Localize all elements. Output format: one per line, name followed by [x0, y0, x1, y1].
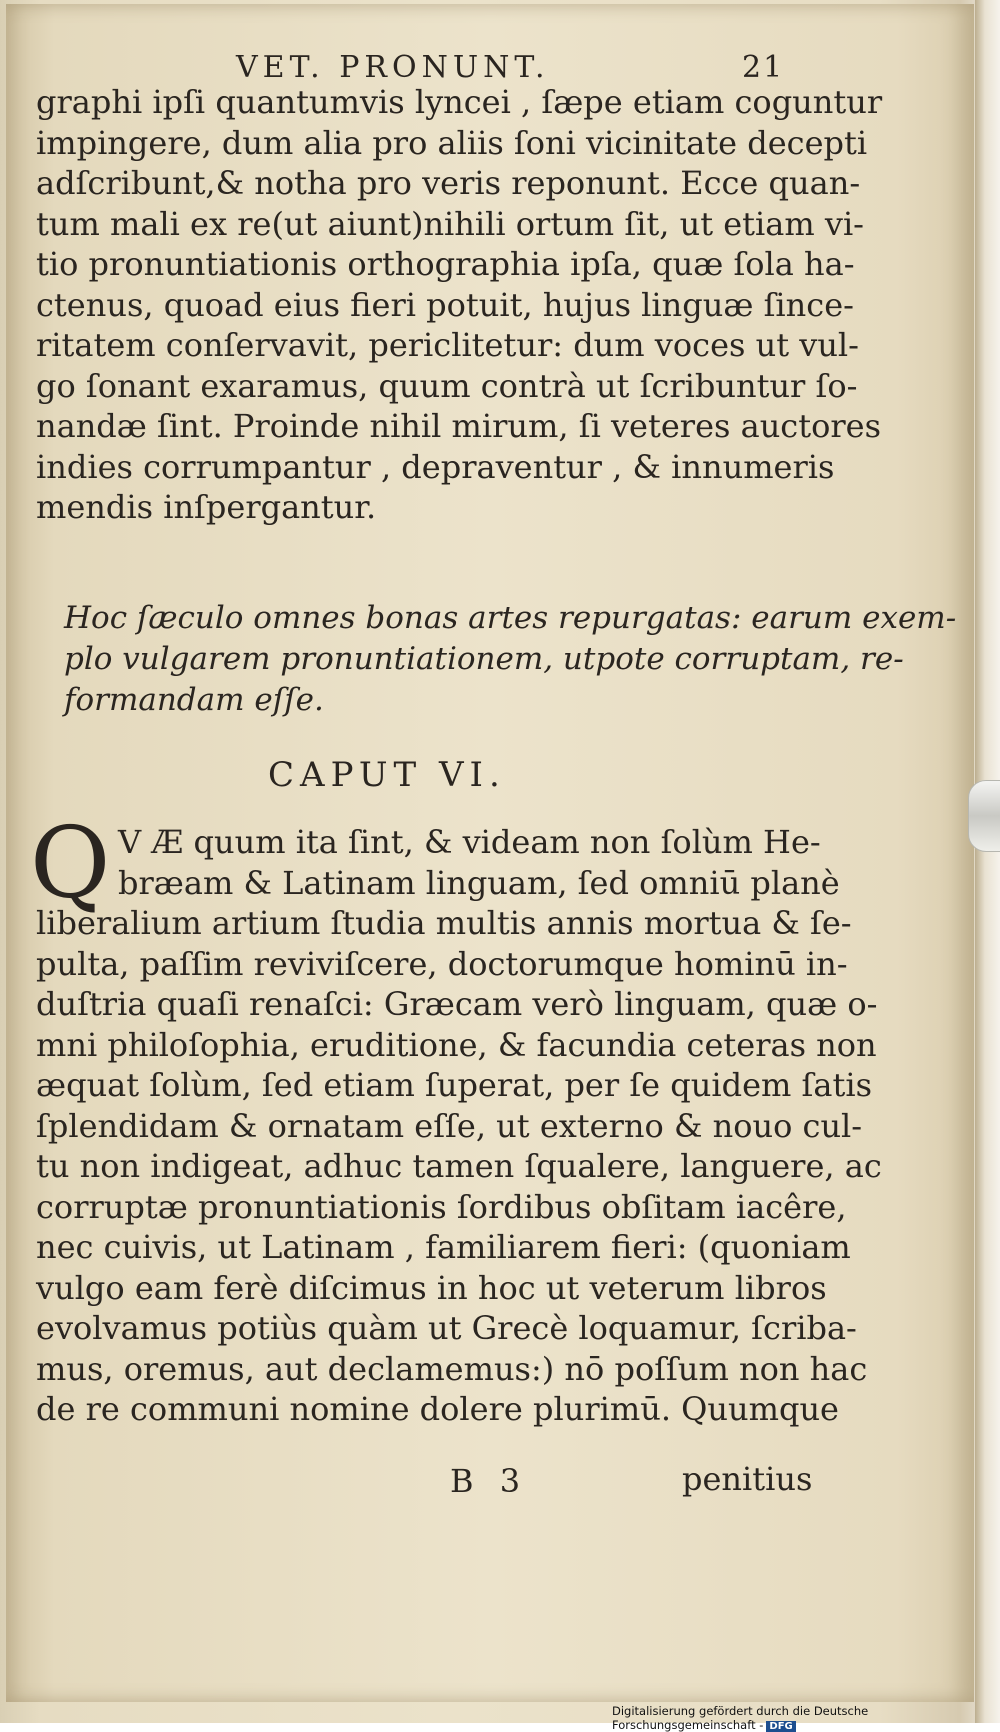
- text-line: æquat ſolùm, ſed etiam ſuperat, per ſe quidem ſatis: [36, 1066, 872, 1104]
- running-title: VET. PRONUNT.: [236, 50, 550, 85]
- text-line: duſtria quaſi renaſci: Græcam verò linguam, quæ o-: [36, 985, 878, 1023]
- catchword: penitius: [682, 1460, 813, 1498]
- binding-clip: [968, 780, 1000, 852]
- body-paragraph-1: [36, 82, 883, 528]
- text-line: indies corrumpantur , depraventur , & innumeris: [36, 447, 835, 486]
- text-line: go ſonant exaramus, quum contrà ut ſcribuntur ſo-: [36, 366, 858, 405]
- summary-line: Hoc ſæculo omnes bonas artes repurgatas: earum exem-: [64, 600, 957, 636]
- text-line: bræam & Latinam linguam, ſed omniū planè: [118, 863, 840, 902]
- text-line: ſplendidam & ornatam eſſe, ut externo & nouo cul-: [36, 1106, 863, 1145]
- text-line: vulgo eam ferè diſcimus in hoc ut veterum libros: [36, 1268, 827, 1307]
- text-line: adſcribunt,& notha pro veris reponunt. Ecce quan-: [36, 164, 861, 202]
- text-line: mendis inſpergantur.: [36, 488, 377, 526]
- text-line: tum mali ex re(ut aiunt)nihili ortum ſit, ut etiam vi-: [36, 204, 864, 243]
- text-line: nec cuivis, ut Latinam , familiarem fieri: (quoniam: [36, 1228, 851, 1266]
- body-paragraph-2: [36, 822, 882, 1430]
- drop-cap: Q: [30, 807, 111, 921]
- dfg-logo: DFG: [766, 1721, 795, 1732]
- text-line: impingere, dum alia pro aliis ſoni vicinitate decepti: [36, 123, 868, 162]
- text-line: graphi ipſi quantumvis lyncei , ſæpe etiam coguntur: [36, 83, 883, 121]
- chapter-summary: [64, 598, 957, 721]
- summary-line: formandam eſſe.: [64, 682, 324, 718]
- page-number: 21: [742, 50, 785, 85]
- text-line: pulta, paſſim reviviſcere, doctorumque hominū in-: [36, 944, 848, 983]
- text-line: ritatem conſervavit, periclitetur: dum voces ut vul-: [36, 326, 859, 364]
- text-line: mni philoſophia, eruditione, & facundia ceteras non: [36, 1025, 877, 1064]
- summary-line: plo vulgarem pronuntiationem, utpote corruptam, re-: [64, 641, 904, 677]
- text-line: evolvamus potiùs quàm ut Grecè loquamur, ſcriba-: [36, 1309, 857, 1347]
- signature-mark: B 3: [450, 1462, 529, 1500]
- text-line: mus, oremus, aut declamemus:) nō poſſum non hac: [36, 1349, 868, 1388]
- text-line: V Æ quum ita ſint, & videam non ſolùm He-: [118, 823, 821, 861]
- chapter-heading: CAPUT VI.: [268, 755, 506, 795]
- text-line: nandæ ſint. Proinde nihil mirum, ſi veteres auctores: [36, 407, 881, 445]
- digitization-credit: [612, 1704, 1000, 1732]
- text-line: de re communi nomine dolere plurimū. Quumque: [36, 1390, 839, 1428]
- text-line: ctenus, quoad eius fieri potuit, hujus linguæ ſince-: [36, 285, 854, 324]
- text-line: liberalium artium ſtudia multis annis mortua & ſe-: [36, 904, 852, 942]
- page-edge: [975, 0, 1000, 1723]
- credit-text: Digitalisierung gefördert durch die Deutsche Forschungsgemeinschaft -: [612, 1704, 869, 1732]
- text-line: tu non indigeat, adhuc tamen ſqualere, languere, ac: [36, 1147, 882, 1185]
- text-line: corruptæ pronuntiationis ſordibus obſitam iacêre,: [36, 1187, 847, 1226]
- text-line: tio pronuntiationis orthographia ipſa, quæ ſola ha-: [36, 245, 855, 283]
